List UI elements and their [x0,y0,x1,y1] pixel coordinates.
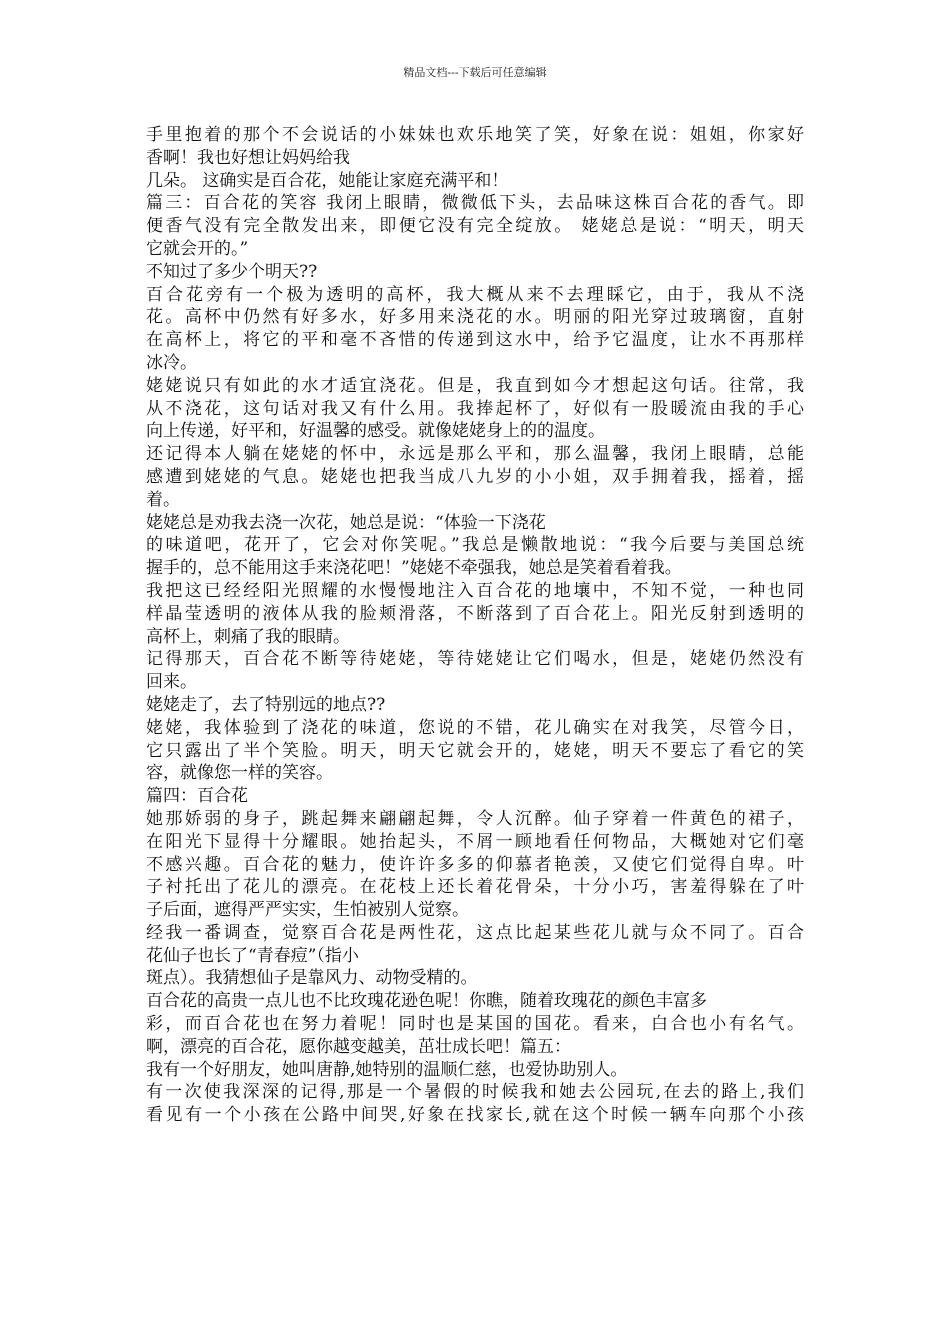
text-line: 还记得本人躺在姥姥的怀中，永远是那么平和，那么温馨，我闭上眼睛，总能 [146,444,804,465]
text-line: 香啊！我也好想让妈妈给我 [146,147,350,168]
text-line: 样晶莹透明的液体从我的脸颊滑落，不断落到了百合花上。阳光反射到透明的 [146,603,804,624]
text-line: 着。 [146,489,180,510]
text-line: 不感兴趣。百合花的魅力，使许许多多的仰慕者艳羡，又使它们觉得自卑。叶 [146,854,804,875]
text-line: 它只露出了半个笑脸。明天，明天它就会开的，姥姥，明天不要忘了看它的笑 [146,740,804,761]
text-line: 有一次使我深深的记得,那是一个暑假的时候我和她去公园玩,在去的路上,我们 [146,1082,804,1103]
text-line: 经我一番调查，觉察百合花是两性花，这点比起某些花儿就与众不同了。百合 [146,922,804,943]
text-line: 在高杯上，将它的平和毫不吝惜的传递到这水中，给予它温度，让水不再那样 [146,330,804,351]
text-line: 彩，而百合花也在努力着呢！同时也是某国的国花。看来，白合也小有名气。 [146,1014,804,1035]
text-line: 向上传递，好平和，好温馨的感受。就像姥姥身上的的温度。 [146,421,605,442]
document-body [146,124,804,1127]
text-line: 手里抱着的那个不会说话的小妹妹也欢乐地笑了笑，好象在说：姐姐，你家好 [146,125,804,145]
text-line: 百合花的高贵一点儿也不比玫瑰花逊色呢！你瞧，随着玫瑰花的颜色丰富多 [146,991,707,1012]
text-line: 感遭到姥姥的气息。姥姥也把我当成八九岁的小小姐，双手拥着我，摇着，摇 [146,466,804,487]
text-line: 它就会开的。” [146,238,249,259]
text-line: 篇三：百合花的笑容 我闭上眼睛，微微低下头，去品味这株百合花的香气。即 [146,193,804,214]
text-line: 握手的，总不能用这手来浇花吧！”姥姥不牵强我，她总是笑着看着我。 [146,558,682,579]
text-line: 记得那天，百合花不断等待姥姥，等待姥姥让它们喝水，但是，姥姥仍然没有 [146,649,804,670]
text-line: 姥姥总是劝我去浇一次花，她总是说：“体验一下浇花 [146,512,546,533]
text-line: 子后面，遮得严严实实，生怕被别人觉察。 [146,900,469,921]
text-line: 篇四：百合花 [146,786,248,807]
text-line: 我把这已经经阳光照耀的水慢慢地注入百合花的地壤中，不知不觉，一种也同 [146,580,804,601]
text-line: 冰冷。 [146,352,197,373]
text-line: 回来。 [146,672,197,693]
text-line: 从不浇花，这句话对我又有什么用。我捧起杯了，好似有一股暖流由我的手心 [146,398,804,419]
text-line: 斑点）。我猜想仙子是靠风力、动物受精的。 [146,968,478,989]
text-line: 百合花旁有一个极为透明的高杯，我大概从来不去理睬它，由于，我从不浇 [146,284,804,305]
text-line: 在阳光下显得十分耀眼。她抬起头，不屑一顾地看任何物品，大概她对它们毫 [146,831,804,852]
text-line: 姥姥走了，去了特别远的地点?? [146,694,386,715]
text-line: 便香气没有完全散发出来，即便它没有完全绽放。 姥姥总是说：“明天，明天 [146,216,804,237]
text-line: 她那娇弱的身子，跳起舞来翩翩起舞，令人沉醉。仙子穿着一件黄色的裙子， [146,808,804,829]
text-line: 高杯上，刺痛了我的眼睛。 [146,626,350,647]
text-line: 花仙子也长了“青春痘”（指小 [146,945,359,966]
text-line: 不知过了多少个明天?? [146,261,318,282]
text-line: 几朵。 这确实是百合花，她能让家庭充满平和！ [146,170,509,191]
text-line: 姥姥说只有如此的水才适宜浇花。但是，我直到如今才想起这句话。往常，我 [146,375,804,396]
text-line: 的味道吧，花开了，它会对你笑呢。”我总是懒散地说：“我今后要与美国总统 [146,535,804,556]
text-line: 啊，漂亮的百合花，愿你越变越美，茁壮成长吧！篇五： [146,1036,571,1057]
text-line: 姥姥，我体验到了浇花的味道，您说的不错，花儿确实在对我笑，尽管今日， [146,717,804,738]
text-line: 容，就像您一样的笑容。 [146,763,333,784]
text-line: 我有一个好朋友，她叫唐静,她特别的温顺仁慈，也爱协助别人。 [146,1059,628,1080]
text-line: 看见有一个小孩在公路中间哭,好象在找家长,就在这个时候一辆车向那个小孩 [146,1105,804,1126]
page-header: 精品文档---下载后可任意编辑 [403,66,547,79]
text-line: 子衬托出了花儿的漂亮。在花枝上还长着花骨朵，十分小巧，害羞得躲在了叶 [146,877,804,898]
text-line: 花。高杯中仍然有好多水，好多用来浇花的水。明丽的阳光穿过玻璃窗，直射 [146,307,804,328]
